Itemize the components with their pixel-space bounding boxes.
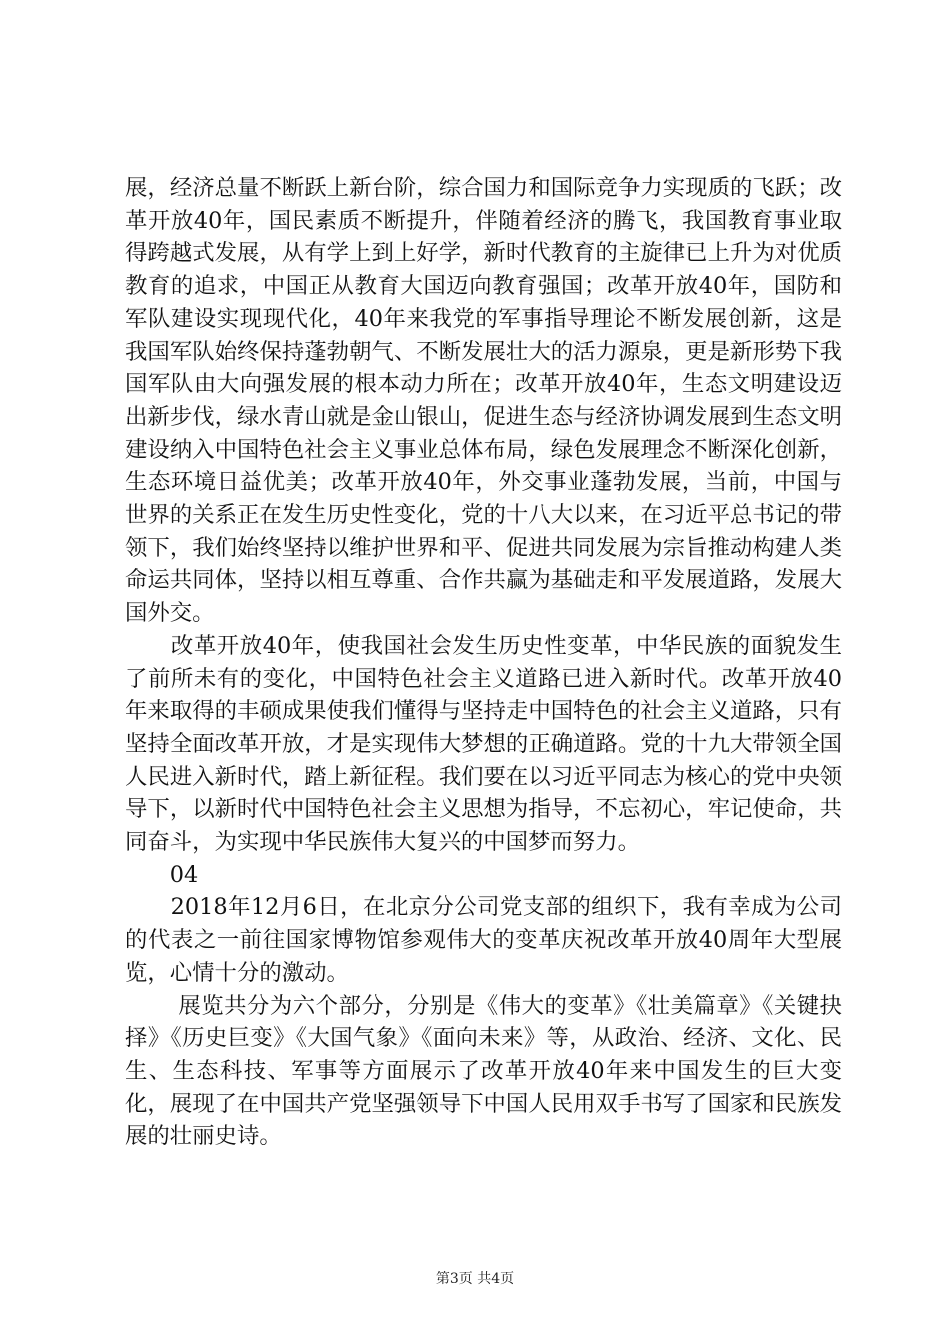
- section-number: 04: [125, 861, 199, 888]
- paragraph: 展，经济总量不断跃上新台阶，综合国力和国际竞争力实现质的飞跃；改革开放40年，国民素质不断提升，伴随着经济的腾飞，我国教育事业取得跨越式发展，从有学上到上好学，新时代教育的主旋律已上升为对优质教育的追求，中国正从教育大国迈向教育强国；改革开放40年，国防和军队建设实现现代化，40年来我党的军事指导理论不断发展创新，这是我国军队始终保持蓬勃朝气、不断发展壮大的活力源泉，更是新形势下我国军队由大向强发展的根本动力所在；改革开放40年，生态文明建设迈出新步伐，绿水青山就是金山银山，促进生态与经济协调发展到生态文明建设纳入中国特色社会主义事业总体布局，绿色发展理念不断深化创新，生态环境日益优美；改革开放40年，外交事业蓬勃发展，当前，中国与世界的关系正在发生历史性变化，党的十八大以来，在习近平总书记的带领下，我们始终坚持以维护世界和平、促进共同发展为宗旨推动构建人类命运共同体，坚持以相互尊重、合作共赢为基础走和平发展道路，发展大国外交。: [125, 175, 842, 627]
- paragraph: 展览共分为六个部分，分别是《伟大的变革》《壮美篇章》《关键抉择》《历史巨变》《大国气象》《面向未来》等，从政治、经济、文化、民生、生态科技、军事等方面展示了改革开放40年来中国发生的巨大变化，展现了在中国共产党坚强领导下中国人民用双手书写了国家和民族发展的壮丽史诗。: [125, 992, 842, 1150]
- document-body: [125, 172, 842, 1153]
- page-footer: 第3页 共4页: [435, 1271, 515, 1287]
- paragraph: 改革开放40年，使我国社会发生历史性变革，中华民族的面貌发生了前所未有的变化，中国特色社会主义道路已进入新时代。改革开放40年来取得的丰硕成果使我们懂得与坚持走中国特色的社会主义道路，只有坚持全面改革开放，才是实现伟大梦想的正确道路。党的十九大带领全国人民进入新时代，踏上新征程。我们要在以习近平同志为核心的党中央领导下，以新时代中国特色社会主义思想为指导，不忘初心，牢记使命，共同奋斗，为实现中华民族伟大复兴的中国梦而努力。: [125, 632, 842, 856]
- paragraph: 2018年12月6日，在北京分公司党支部的组织下，我有幸成为公司的代表之一前往国家博物馆参观伟大的变革庆祝改革开放40周年大型展览，心情十分的激动。: [125, 894, 842, 986]
